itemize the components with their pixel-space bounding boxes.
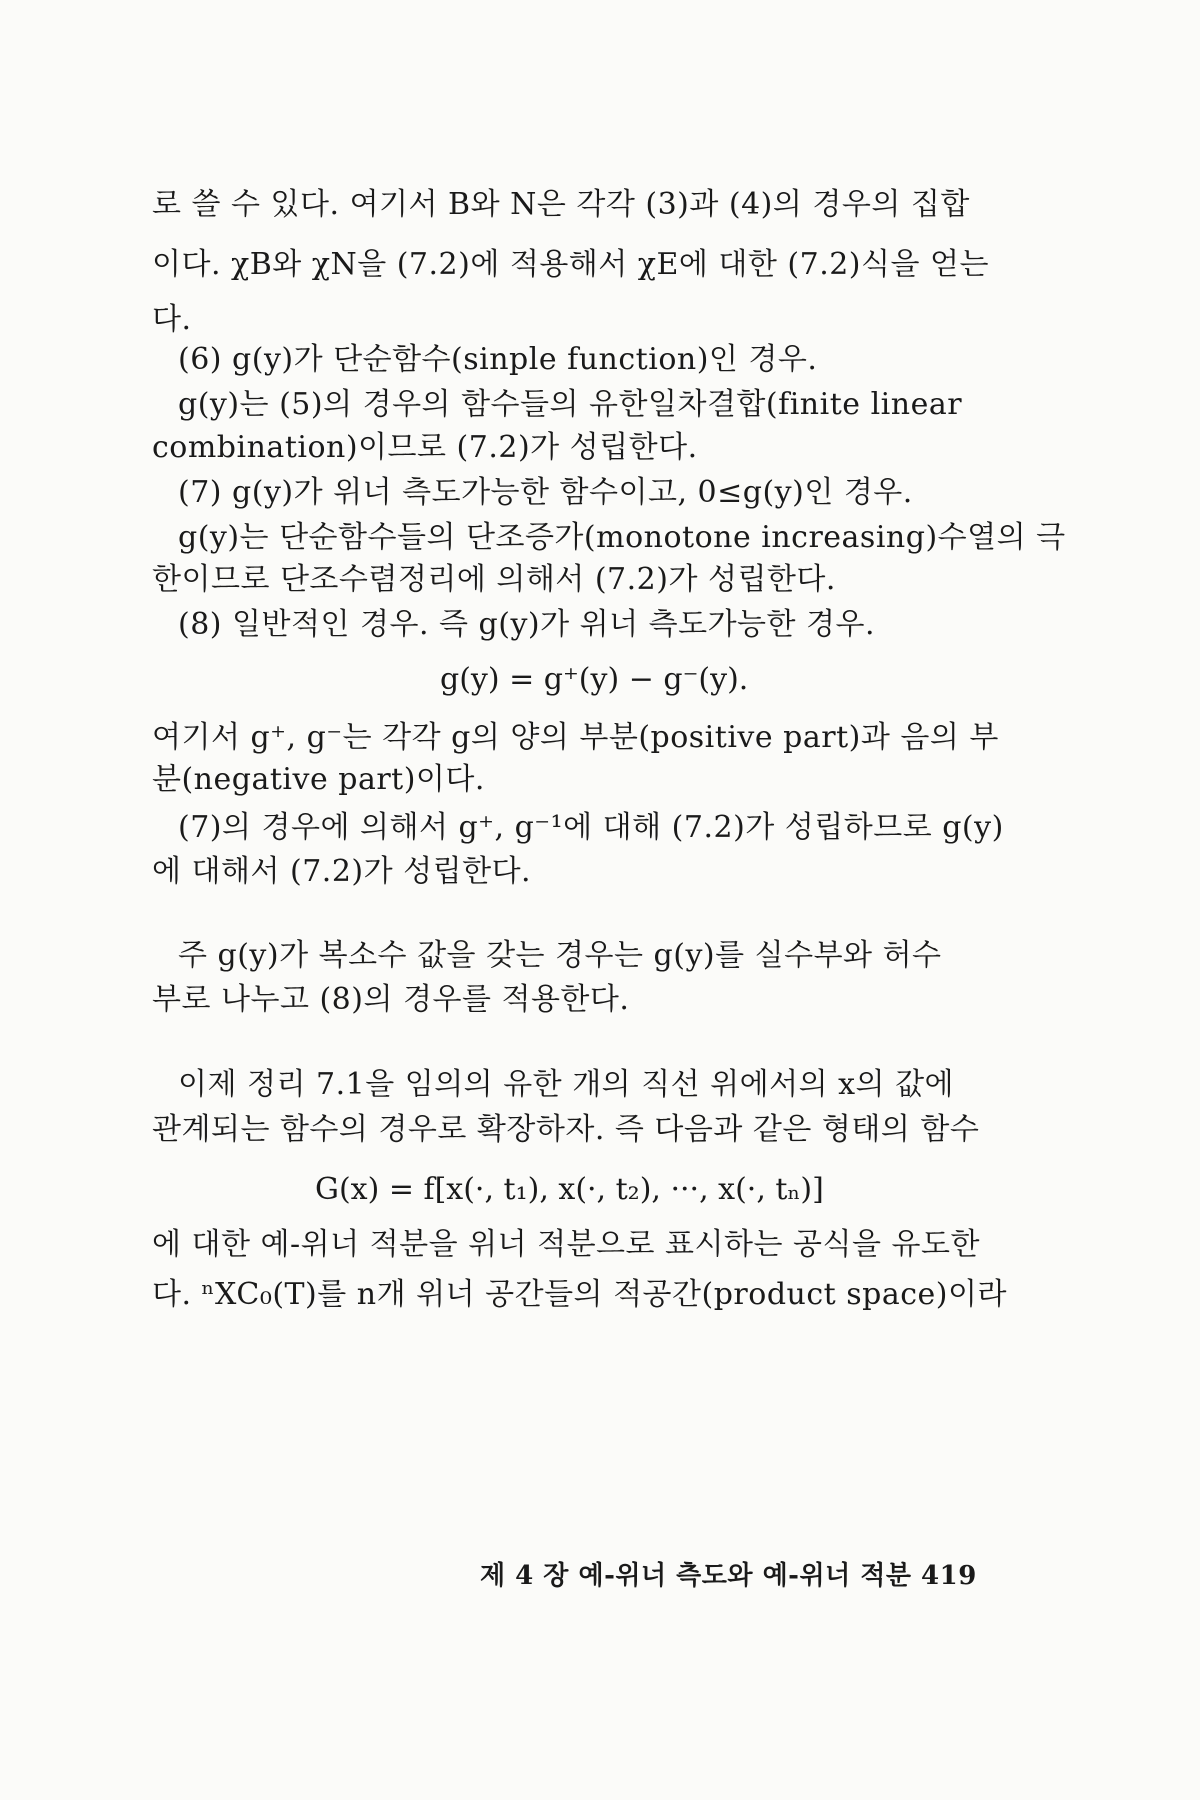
text-line: 분(negative part)이다.: [152, 762, 485, 797]
text-line: g(y)는 (5)의 경우의 함수들의 유한일차결합(finite linear: [178, 387, 963, 422]
text-line: 에 대해서 (7.2)가 성립한다.: [152, 854, 532, 889]
text-line: g(y)는 단순함수들의 단조증가(monotone increasing)수열의 극: [178, 520, 1066, 555]
text-line: 이다. χB와 χN을 (7.2)에 적용해서 χE에 대한 (7.2)식을 얻는: [152, 247, 989, 282]
text-line: 로 쓸 수 있다. 여기서 B와 N은 각각 (3)과 (4)의 경우의 집합: [152, 187, 970, 222]
text-line: 주 g(y)가 복소수 값을 갖는 경우는 g(y)를 실수부와 허수: [178, 938, 942, 973]
text-line: 한이므로 단조수렴정리에 의해서 (7.2)가 성립한다.: [152, 562, 836, 597]
text-line: (6) g(y)가 단순함수(sinple function)인 경우.: [178, 342, 818, 377]
text-line: 여기서 g⁺, g⁻는 각각 g의 양의 부분(positive part)과 음의 부: [152, 720, 999, 755]
text-line: 부로 나누고 (8)의 경우를 적용한다.: [152, 982, 630, 1017]
text-line: 다.: [152, 302, 192, 337]
text-line: 다. ⁿXC₀(T)를 n개 위너 공간들의 적공간(product space)이라: [152, 1277, 1007, 1312]
text-line: 이제 정리 7.1을 임의의 유한 개의 직선 위에서의 x의 값에: [178, 1067, 955, 1102]
text-line: 에 대한 예-위너 적분을 위너 적분으로 표시하는 공식을 유도한: [152, 1227, 980, 1262]
text-line: 관계되는 함수의 경우로 확장하자. 즉 다음과 같은 형태의 함수: [152, 1112, 980, 1147]
text-line: (7)의 경우에 의해서 g⁺, g⁻¹에 대해 (7.2)가 성립하므로 g(y): [178, 810, 1004, 845]
equation: g(y) = g⁺(y) − g⁻(y).: [440, 662, 749, 697]
text-line: combination)이므로 (7.2)가 성립한다.: [152, 430, 698, 465]
page-footer: 제 4 장 예-위너 측도와 예-위너 적분 419: [480, 1561, 977, 1591]
text-line: (8) 일반적인 경우. 즉 g(y)가 위너 측도가능한 경우.: [178, 607, 876, 642]
equation: G(x) = f[x(·, t₁), x(·, t₂), ···, x(·, tₙ)]: [315, 1172, 824, 1207]
text-line: (7) g(y)가 위너 측도가능한 함수이고, 0≤g(y)인 경우.: [178, 475, 913, 510]
